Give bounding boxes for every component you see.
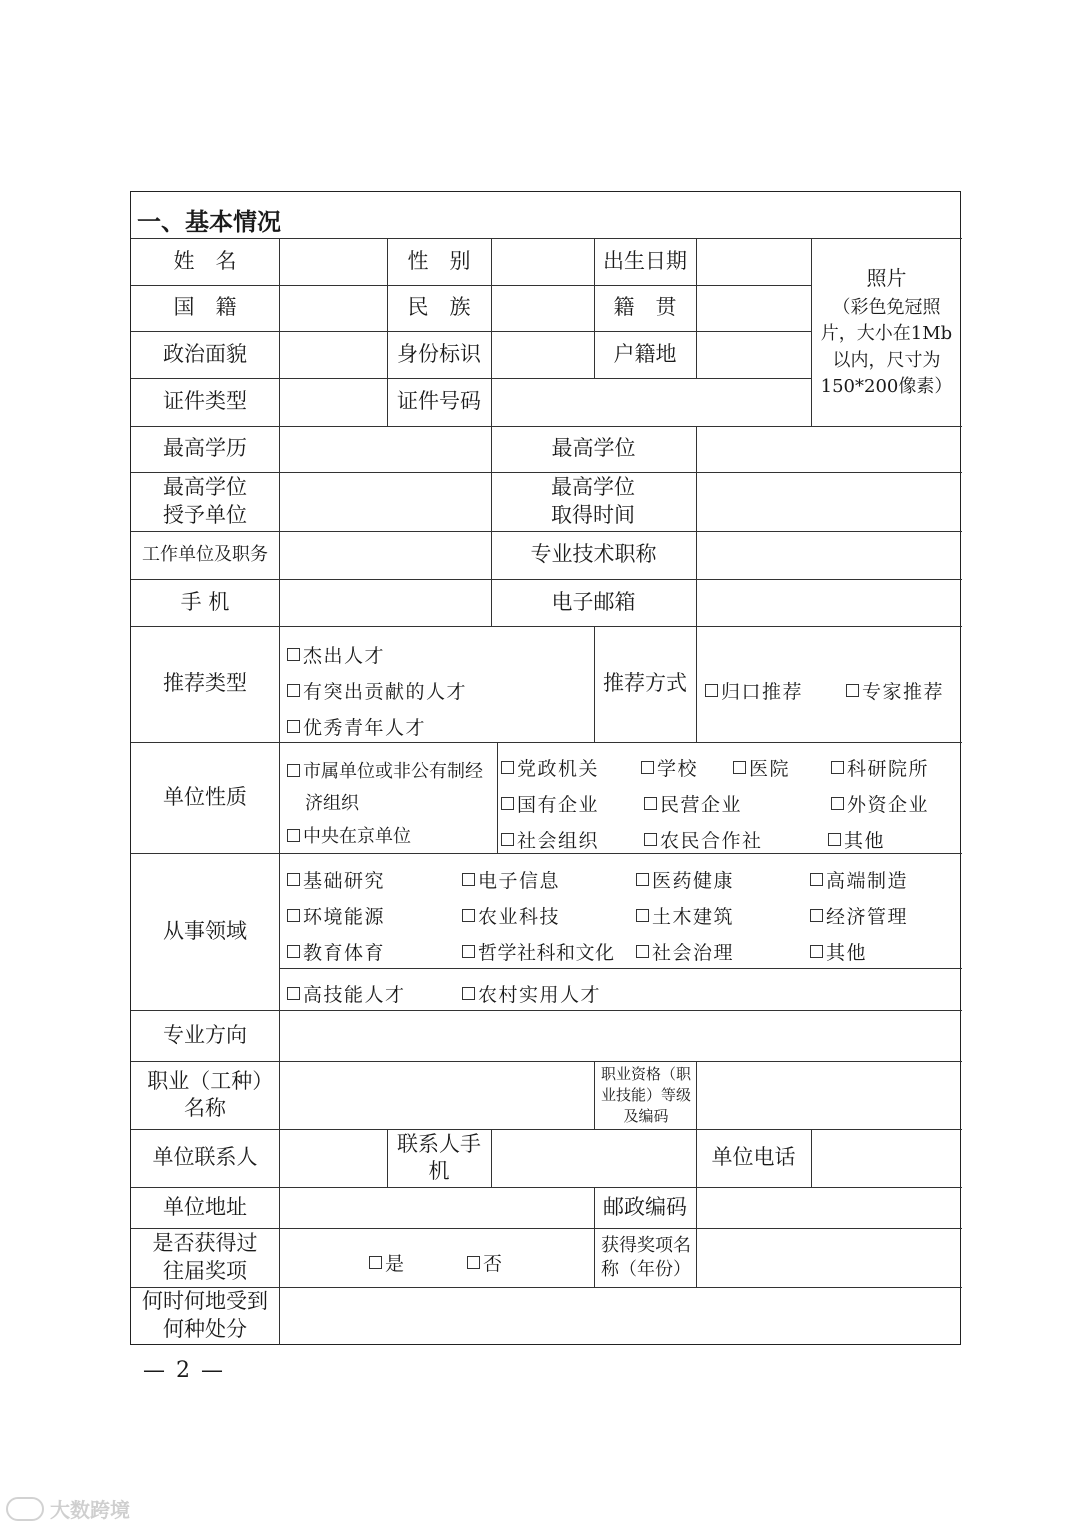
section-title: 一、基本情况 bbox=[137, 208, 281, 236]
checkbox[interactable] bbox=[636, 945, 649, 958]
label-unit-phone: 单位电话 bbox=[711, 1145, 796, 1170]
option-education-sports[interactable]: 教育体育 bbox=[287, 938, 385, 965]
option-agri-tech[interactable]: 农业科技 bbox=[462, 902, 560, 929]
label-id-type: 证件类型 bbox=[163, 389, 247, 414]
mobile-field[interactable] bbox=[279, 579, 491, 626]
unit-address-field[interactable] bbox=[279, 1187, 594, 1228]
birthdate-field[interactable] bbox=[696, 238, 811, 285]
checkbox[interactable] bbox=[810, 945, 823, 958]
label-unit-nature: 单位性质 bbox=[163, 784, 247, 809]
label-workplace: 工作单位及职务 bbox=[142, 544, 268, 566]
nationality-field[interactable] bbox=[279, 285, 387, 331]
checkbox[interactable] bbox=[828, 833, 841, 846]
ethnicity-field[interactable] bbox=[491, 285, 594, 331]
specialty-field[interactable] bbox=[279, 1010, 962, 1061]
checkbox[interactable] bbox=[644, 797, 657, 810]
option-no[interactable]: 否 bbox=[467, 1249, 504, 1276]
label-recommend-type: 推荐类型 bbox=[163, 671, 247, 696]
option-economic-management[interactable]: 经济管理 bbox=[810, 902, 908, 929]
label-origin: 籍 贯 bbox=[613, 295, 677, 320]
name-field[interactable] bbox=[279, 238, 387, 285]
option-philosophy-culture[interactable]: 哲学社科和文化 bbox=[462, 938, 615, 965]
checkbox[interactable] bbox=[287, 648, 300, 661]
checkbox[interactable] bbox=[462, 945, 475, 958]
option-centralized-recommend[interactable]: 归口推荐 bbox=[705, 677, 803, 704]
option-rural-talent[interactable]: 农村实用人才 bbox=[462, 980, 601, 1007]
checkbox[interactable] bbox=[733, 761, 746, 774]
degree-time-field[interactable] bbox=[696, 472, 962, 531]
option-high-end-manufacturing[interactable]: 高端制造 bbox=[810, 866, 908, 893]
option-unit-other[interactable]: 其他 bbox=[828, 826, 885, 853]
checkbox[interactable] bbox=[636, 909, 649, 922]
option-yes[interactable]: 是 bbox=[369, 1249, 406, 1276]
id-type-field[interactable] bbox=[279, 378, 387, 426]
checkbox[interactable] bbox=[501, 797, 514, 810]
label-postcode: 邮政编码 bbox=[603, 1194, 687, 1219]
punishment-field[interactable] bbox=[279, 1287, 962, 1344]
checkbox[interactable] bbox=[641, 761, 654, 774]
option-foreign[interactable]: 外资企业 bbox=[831, 790, 929, 817]
option-social-org[interactable]: 社会组织 bbox=[501, 826, 599, 853]
option-young-talent[interactable]: 优秀青年人才 bbox=[287, 713, 426, 740]
option-medical-health[interactable]: 医药健康 bbox=[636, 866, 734, 893]
checkbox[interactable] bbox=[644, 833, 657, 846]
award-name-field[interactable] bbox=[696, 1228, 962, 1287]
label-occupation: 职业（工种）名称 bbox=[147, 1068, 263, 1120]
gender-field[interactable] bbox=[491, 238, 594, 285]
label-birthdate: 出生日期 bbox=[603, 248, 687, 273]
label-specialty: 专业方向 bbox=[163, 1022, 247, 1047]
option-civil-engineering[interactable]: 土木建筑 bbox=[636, 902, 734, 929]
photo-title: 照片 bbox=[866, 266, 907, 291]
label-gender: 性 别 bbox=[407, 248, 471, 273]
option-social-governance[interactable]: 社会治理 bbox=[636, 938, 734, 965]
watermark bbox=[6, 1494, 130, 1523]
label-degree-unit: 最高学位授予单位 bbox=[163, 475, 247, 527]
checkbox[interactable] bbox=[287, 764, 300, 777]
option-contribution-talent[interactable]: 有突出贡献的人才 bbox=[287, 677, 467, 704]
household-field[interactable] bbox=[696, 331, 811, 378]
checkbox[interactable] bbox=[810, 873, 823, 886]
checkbox[interactable] bbox=[287, 987, 300, 1000]
watermark-logo-icon bbox=[6, 1497, 44, 1521]
checkbox[interactable] bbox=[462, 909, 475, 922]
option-farmer-coop[interactable]: 农民合作社 bbox=[644, 826, 763, 853]
checkbox[interactable] bbox=[636, 873, 649, 886]
option-outstanding-talent[interactable]: 杰出人才 bbox=[287, 641, 385, 668]
page-number: — 2 — bbox=[143, 1358, 225, 1383]
occupation-field[interactable] bbox=[279, 1061, 594, 1129]
option-environment-energy[interactable]: 环境能源 bbox=[287, 902, 385, 929]
photo-note: （彩色免冠照片，大小在1Mb以内，尺寸为150*200像素） bbox=[820, 297, 953, 397]
checkbox[interactable] bbox=[462, 873, 475, 886]
option-school[interactable]: 学校 bbox=[641, 754, 698, 781]
label-nationality: 国 籍 bbox=[173, 295, 237, 320]
label-contact-mobile: 联系人手机 bbox=[397, 1131, 481, 1183]
label-punishment: 何时何地受到何种处分 bbox=[142, 1289, 268, 1341]
origin-field[interactable] bbox=[696, 285, 811, 331]
checkbox[interactable] bbox=[287, 873, 300, 886]
political-status-field[interactable] bbox=[279, 331, 387, 378]
option-municipal-unit-cont: 济组织 bbox=[305, 793, 359, 814]
label-id-number: 证件号码 bbox=[397, 389, 481, 414]
identity-field[interactable] bbox=[491, 331, 594, 378]
option-research-institute[interactable]: 科研院所 bbox=[831, 754, 929, 781]
watermark-text: 大数跨境 bbox=[50, 1498, 130, 1522]
option-party-gov[interactable]: 党政机关 bbox=[501, 754, 599, 781]
contact-person-field[interactable] bbox=[279, 1129, 387, 1187]
option-expert-recommend[interactable]: 专家推荐 bbox=[846, 677, 944, 704]
label-title: 专业技术职称 bbox=[530, 542, 657, 567]
label-highest-degree: 最高学位 bbox=[551, 436, 636, 461]
label-degree-time: 最高学位取得时间 bbox=[551, 475, 635, 527]
highest-degree-field[interactable] bbox=[696, 426, 962, 472]
application-form bbox=[130, 191, 961, 1345]
label-identity: 身份标识 bbox=[397, 341, 481, 366]
checkbox[interactable] bbox=[501, 761, 514, 774]
option-municipal-unit[interactable]: 市属单位或非公有制经 bbox=[287, 757, 483, 783]
unit-phone-field[interactable] bbox=[811, 1129, 962, 1187]
checkbox[interactable] bbox=[831, 797, 844, 810]
option-state-owned[interactable]: 国有企业 bbox=[501, 790, 599, 817]
label-qualification: 职业资格（职业技能）等级及编码 bbox=[600, 1064, 691, 1125]
checkbox[interactable] bbox=[467, 1256, 480, 1269]
checkbox[interactable] bbox=[287, 945, 300, 958]
highest-education-field[interactable] bbox=[279, 426, 491, 472]
label-recommend-method: 推荐方式 bbox=[603, 671, 687, 696]
checkbox[interactable] bbox=[287, 829, 300, 842]
option-field-other[interactable]: 其他 bbox=[810, 938, 867, 965]
option-electronics[interactable]: 电子信息 bbox=[462, 866, 560, 893]
option-private[interactable]: 民营企业 bbox=[644, 790, 742, 817]
label-awarded-before: 是否获得过往届奖项 bbox=[152, 1231, 258, 1283]
checkbox[interactable] bbox=[705, 684, 718, 697]
checkbox[interactable] bbox=[287, 909, 300, 922]
option-high-skill-talent[interactable]: 高技能人才 bbox=[287, 980, 406, 1007]
option-basic-research[interactable]: 基础研究 bbox=[287, 866, 385, 893]
label-field: 从事领域 bbox=[163, 918, 247, 943]
id-number-field[interactable] bbox=[491, 378, 811, 426]
postcode-field[interactable] bbox=[696, 1187, 962, 1228]
label-unit-address: 单位地址 bbox=[163, 1194, 247, 1219]
title-field[interactable] bbox=[696, 531, 962, 579]
label-mobile: 手 机 bbox=[180, 589, 230, 614]
label-highest-education: 最高学历 bbox=[163, 436, 247, 461]
checkbox[interactable] bbox=[287, 720, 300, 733]
degree-unit-field[interactable] bbox=[279, 472, 491, 531]
checkbox[interactable] bbox=[846, 684, 859, 697]
checkbox[interactable] bbox=[810, 909, 823, 922]
option-hospital[interactable]: 医院 bbox=[733, 754, 790, 781]
checkbox[interactable] bbox=[501, 833, 514, 846]
email-field[interactable] bbox=[696, 579, 962, 626]
label-contact-person: 单位联系人 bbox=[152, 1145, 258, 1170]
label-household: 户籍地 bbox=[613, 341, 677, 366]
checkbox[interactable] bbox=[831, 761, 844, 774]
checkbox[interactable] bbox=[462, 987, 475, 1000]
checkbox[interactable] bbox=[369, 1256, 382, 1269]
label-name: 姓 名 bbox=[173, 248, 237, 273]
photo-box[interactable] bbox=[811, 238, 962, 426]
qualification-field[interactable] bbox=[696, 1061, 962, 1129]
workplace-field[interactable] bbox=[279, 531, 491, 579]
option-central-unit[interactable]: 中央在京单位 bbox=[287, 822, 411, 848]
contact-mobile-field[interactable] bbox=[491, 1129, 696, 1187]
label-ethnicity: 民 族 bbox=[407, 295, 471, 320]
label-award-name: 获得奖项名称（年份） bbox=[601, 1235, 691, 1280]
checkbox[interactable] bbox=[287, 684, 300, 697]
label-political-status: 政治面貌 bbox=[163, 341, 247, 366]
label-email: 电子邮箱 bbox=[551, 589, 636, 614]
